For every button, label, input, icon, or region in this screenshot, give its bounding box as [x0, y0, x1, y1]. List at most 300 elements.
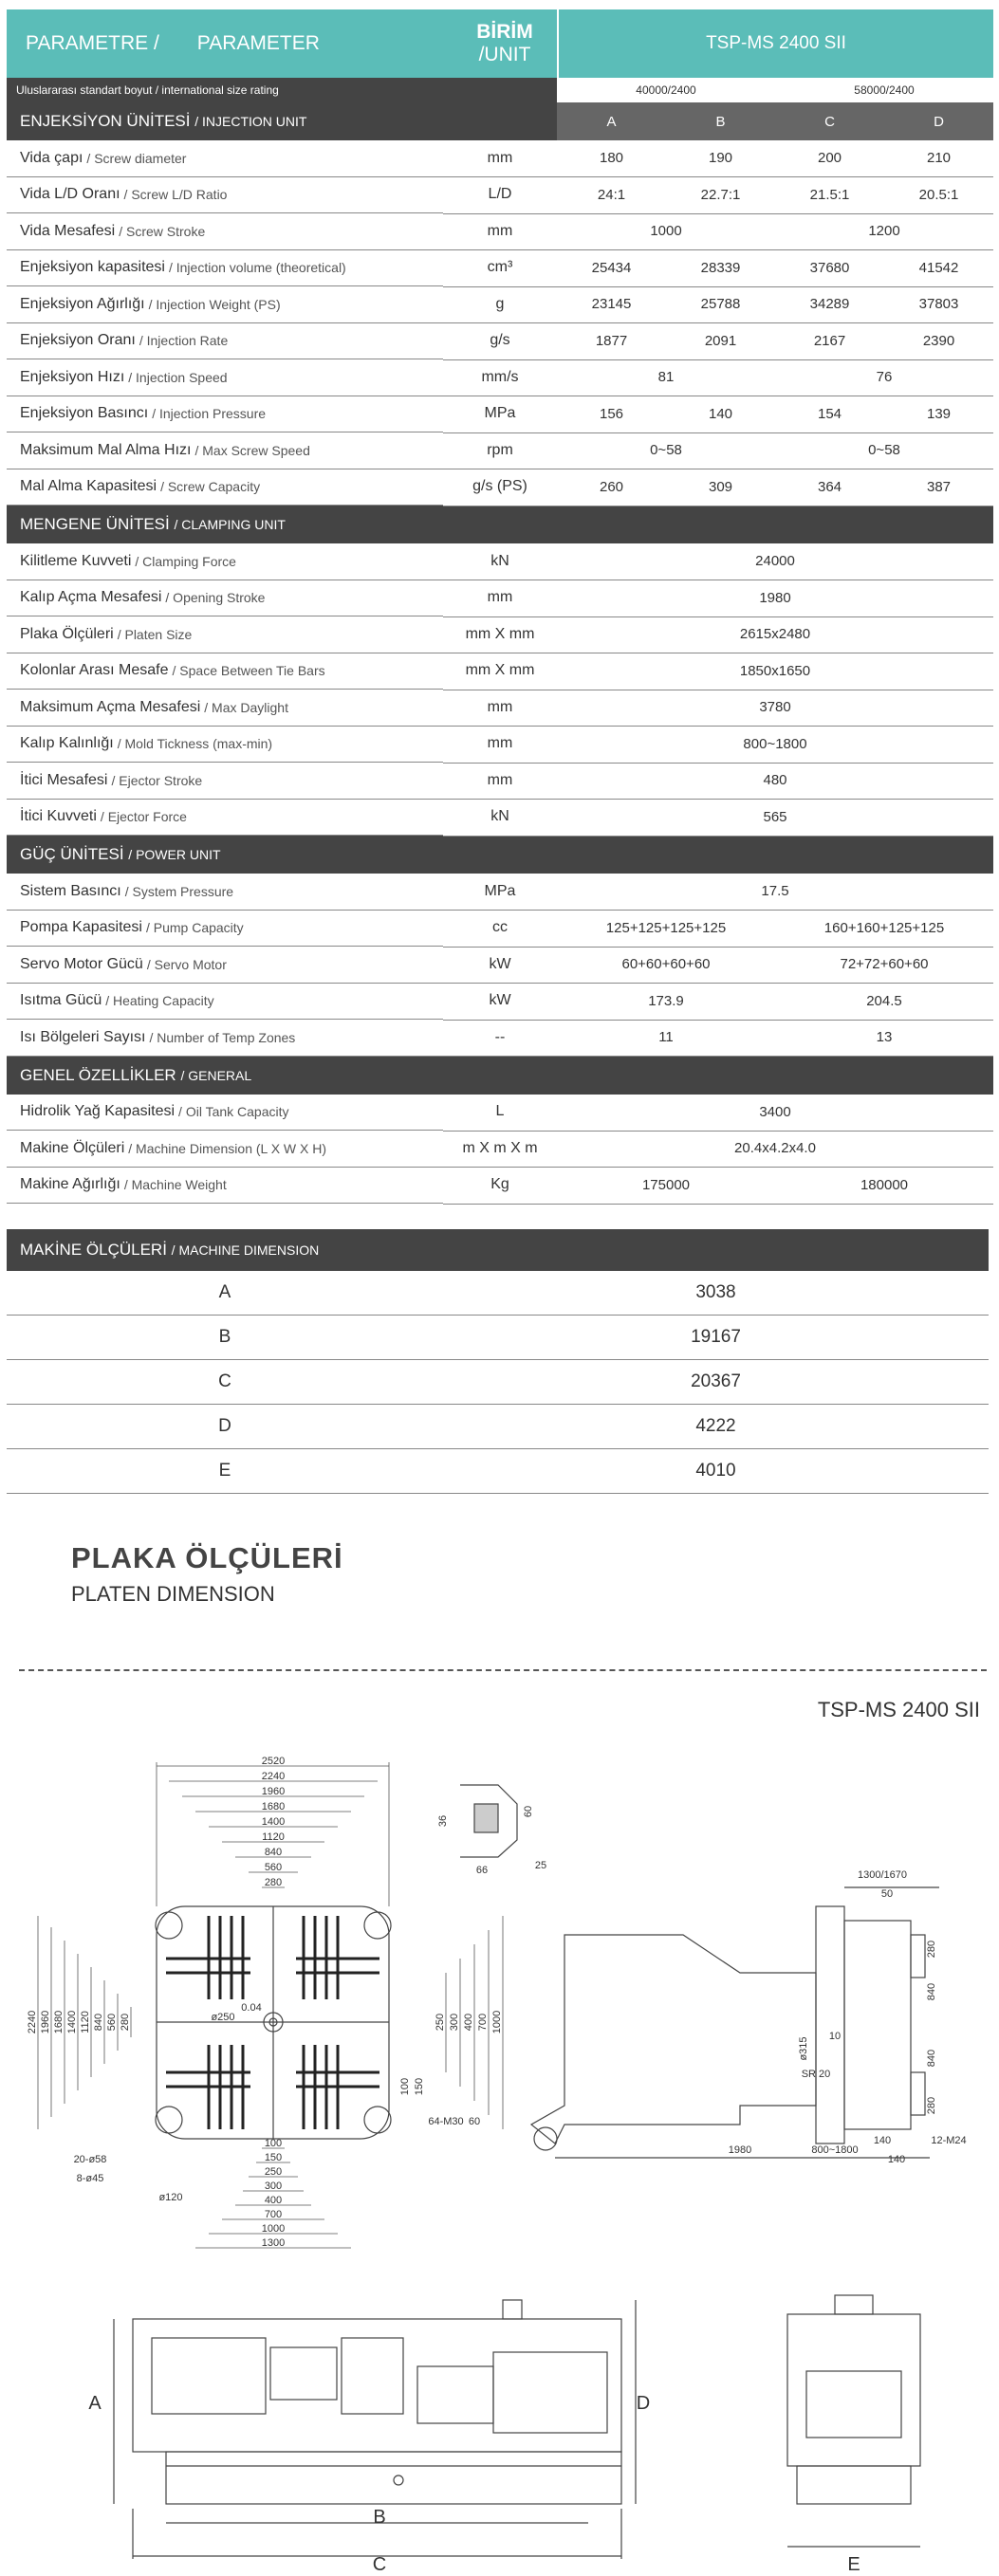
- param-label: [7, 763, 443, 800]
- param-value: 210: [926, 150, 952, 167]
- param-unit: mm X mm: [443, 616, 557, 654]
- dimension-label: 1000: [261, 2223, 286, 2235]
- param-name-en: / Injection Speed: [128, 369, 228, 385]
- param-name-en: / Space Between Tie Bars: [172, 663, 325, 679]
- param-value: 60+60+60+60: [621, 956, 711, 973]
- param-name-en: / Screw diameter: [86, 150, 187, 166]
- power-title-en: / POWER UNIT: [128, 847, 221, 862]
- param-label: [7, 469, 443, 506]
- md-row: [7, 1449, 989, 1494]
- param-name-tr: Makine Ölçüleri: [20, 1139, 125, 1156]
- technical-drawing: [0, 1745, 999, 2576]
- param-values: [557, 543, 993, 581]
- dimension-label: 1680: [261, 1801, 286, 1812]
- dimension-label: 2240: [27, 2010, 38, 2034]
- param-values: [557, 322, 993, 360]
- table-row: [7, 947, 993, 984]
- param-values: [557, 726, 993, 764]
- param-label: [7, 543, 443, 580]
- power-section-header: [7, 836, 993, 874]
- param-name-en: / Screw Stroke: [119, 223, 206, 239]
- dimension-label: 60: [468, 2116, 481, 2127]
- param-value: 140: [708, 405, 733, 422]
- param-name-en: / Machine Weight: [123, 1177, 227, 1193]
- dimension-label: 560: [106, 2013, 118, 2032]
- param-values: [557, 1131, 993, 1168]
- param-name-tr: İtici Kuvveti: [20, 808, 97, 825]
- table-row: [7, 469, 993, 506]
- dimension-label: 1400: [66, 2010, 78, 2034]
- param-label: [7, 984, 443, 1021]
- param-unit: mm: [443, 763, 557, 800]
- param-value: 34289: [809, 296, 850, 313]
- dimension-label: 1300: [261, 2237, 286, 2249]
- param-label-en: PARAMETER: [196, 32, 320, 54]
- rating-label: Uluslararası standart boyut / international size rating: [7, 78, 557, 102]
- param-name-tr: Kolonlar Arası Mesafe: [20, 662, 169, 679]
- param-unit: mm: [443, 213, 557, 251]
- param-name-tr: Makine Ağırlığı: [20, 1176, 120, 1193]
- rating-value-2: 58000/2400: [854, 83, 915, 97]
- param-value: 260: [599, 478, 624, 495]
- spec-table: [7, 9, 993, 1204]
- param-value: 25434: [591, 259, 632, 276]
- param-name-tr: Vida L/D Oranı: [20, 186, 120, 203]
- param-value: 11: [658, 1029, 674, 1046]
- dimension-label: 840: [926, 2049, 937, 2068]
- param-value: 154: [817, 405, 842, 422]
- dimension-label: 2520: [261, 1756, 286, 1767]
- dimension-label: 1980: [728, 2144, 752, 2156]
- param-unit: Kg: [443, 1167, 557, 1205]
- dimension-label: 12-M24: [931, 2135, 967, 2146]
- unit-header: [453, 9, 557, 78]
- param-value: 20.5:1: [918, 186, 959, 203]
- param-values: [557, 580, 993, 617]
- column-header-b: B: [715, 113, 726, 130]
- param-name-tr: Isıtma Gücü: [20, 992, 102, 1009]
- unit-label-en: /UNIT: [478, 44, 531, 65]
- param-value: 25788: [700, 296, 741, 313]
- dimension-label: ø315: [798, 2036, 809, 2061]
- table-row: [7, 690, 993, 727]
- table-row: [7, 874, 993, 911]
- param-values: [557, 176, 993, 214]
- dimension-label: SR 20: [801, 2069, 831, 2080]
- param-name-en: / Servo Motor: [146, 956, 227, 972]
- column-header-c: C: [824, 113, 835, 130]
- dimension-label: 1960: [40, 2010, 51, 2034]
- dimension-label: 700: [264, 2209, 283, 2220]
- param-unit: mm: [443, 140, 557, 178]
- param-unit: kN: [443, 799, 557, 837]
- dimension-label: 280: [926, 2096, 937, 2115]
- param-name-tr: Enjeksiyon Hızı: [20, 368, 125, 385]
- md-row: [7, 1316, 989, 1360]
- param-unit: mm: [443, 690, 557, 727]
- md-key: B: [218, 1327, 231, 1347]
- dimension-label: 280: [120, 2013, 131, 2032]
- param-name-tr: Maksimum Mal Alma Hızı: [20, 441, 192, 458]
- dimension-label: 840: [93, 2013, 104, 2032]
- param-name-en: / Injection volume (theoretical): [168, 260, 346, 276]
- param-name-tr: Sistem Basıncı: [20, 882, 121, 899]
- param-value: 72+72+60+60: [840, 956, 929, 973]
- param-values: [557, 910, 993, 948]
- param-unit: g/s (PS): [443, 469, 557, 506]
- injection-section-header: [7, 102, 993, 140]
- machine-dimension-heading: [7, 1229, 989, 1271]
- param-value: 800~1800: [743, 735, 807, 752]
- param-value: 24000: [755, 553, 795, 570]
- param-value: 81: [657, 369, 675, 386]
- clamping-section-title: [7, 515, 286, 534]
- machine-dim-letter: E: [847, 2554, 860, 2575]
- param-label: [7, 250, 443, 287]
- power-title-tr: GÜÇ ÜNİTESİ: [20, 845, 124, 863]
- param-name-en: / Clamping Force: [135, 553, 236, 569]
- param-value: 24:1: [597, 186, 626, 203]
- param-unit: mm/s: [443, 359, 557, 397]
- table-row: [7, 616, 993, 653]
- md-row: [7, 1405, 989, 1449]
- md-value: 20367: [691, 1371, 741, 1391]
- param-unit: mm X mm: [443, 653, 557, 690]
- md-value: 3038: [695, 1282, 736, 1302]
- param-unit: MPa: [443, 874, 557, 911]
- param-values: [557, 653, 993, 690]
- param-value: 180: [599, 150, 624, 167]
- injection-section-title: [7, 112, 306, 131]
- dashed-divider: [19, 1669, 987, 1671]
- param-unit: MPa: [443, 396, 557, 433]
- dimension-label: 840: [926, 1982, 937, 2001]
- dimension-label: 250: [435, 2013, 446, 2032]
- param-value: 156: [599, 405, 624, 422]
- param-name-en: / Max Screw Speed: [194, 442, 310, 458]
- param-unit: g/s: [443, 322, 557, 360]
- param-value: 0~58: [650, 442, 682, 459]
- slot-detail-section: [474, 1804, 498, 1832]
- param-value: 1000: [650, 223, 682, 240]
- param-label: [7, 177, 443, 214]
- param-name-tr: Kalıp Açma Mesafesi: [20, 589, 162, 606]
- dimension-label: 150: [414, 2077, 425, 2096]
- md-key: D: [218, 1416, 231, 1436]
- dimension-label: 700: [477, 2013, 489, 2032]
- param-label: [7, 653, 443, 690]
- param-unit: kW: [443, 947, 557, 984]
- param-label: [7, 616, 443, 653]
- table-row: [7, 1095, 993, 1132]
- param-value: 139: [926, 405, 952, 422]
- param-values: [557, 947, 993, 984]
- dimension-label: 50: [880, 1888, 894, 1900]
- dimension-label: 140: [887, 2154, 906, 2165]
- dimension-label: 64-M30: [428, 2116, 464, 2127]
- param-values: [557, 1094, 993, 1132]
- table-row: [7, 1020, 993, 1057]
- param-values: [557, 1167, 993, 1205]
- param-value: 37680: [809, 259, 850, 276]
- md-title-en: / MACHINE DIMENSION: [171, 1242, 320, 1258]
- dimension-label: 1300/1670: [858, 1869, 907, 1881]
- param-name-tr: Kalıp Kalınlığı: [20, 735, 114, 752]
- dimension-label: 1120: [262, 1831, 285, 1843]
- param-name-tr: Servo Motor Gücü: [20, 955, 143, 972]
- injection-title-en: / INJECTION UNIT: [194, 114, 307, 129]
- md-value: 4010: [695, 1461, 736, 1481]
- dimension-label: 66: [475, 1865, 489, 1876]
- dimension-label: 100: [399, 2077, 411, 2096]
- param-value: 2167: [813, 332, 846, 349]
- param-label: [7, 1095, 443, 1132]
- param-value: 1980: [759, 589, 791, 606]
- param-values: [557, 213, 993, 251]
- param-value: 20.4x4.2x4.0: [734, 1140, 816, 1157]
- param-name-en: / Injection Weight (PS): [148, 296, 281, 312]
- param-unit: mm: [443, 580, 557, 617]
- tie-bar-hole: [156, 2107, 182, 2133]
- param-values: [557, 763, 993, 800]
- param-name-tr: Enjeksiyon Oranı: [20, 332, 136, 349]
- param-name-tr: Kilitleme Kuvveti: [20, 552, 132, 569]
- dimension-label: 1000: [491, 2010, 503, 2034]
- param-values: [557, 799, 993, 837]
- param-label: [7, 874, 443, 911]
- rating-values: [557, 78, 993, 103]
- param-values: [557, 140, 993, 178]
- param-values: [557, 874, 993, 911]
- param-value: 21.5:1: [809, 186, 850, 203]
- param-name-tr: Enjeksiyon Ağırlığı: [20, 295, 145, 312]
- param-unit: L/D: [443, 176, 557, 214]
- dimension-label: 560: [264, 1862, 283, 1873]
- param-name-tr: Maksimum Açma Mesafesi: [20, 698, 201, 715]
- table-row: [7, 286, 993, 323]
- machine-dim-letter: D: [636, 2393, 651, 2414]
- dimension-label: 20-ø58: [73, 2154, 107, 2165]
- general-title-tr: GENEL ÖZELLİKLER: [20, 1065, 176, 1084]
- param-name-en: / Screw L/D Ratio: [123, 187, 228, 203]
- dimension-label: 10: [828, 2031, 842, 2042]
- table-row: [7, 653, 993, 690]
- param-label: [7, 1131, 443, 1168]
- column-header-a: A: [606, 113, 617, 130]
- power-section-title: [7, 845, 221, 864]
- param-unit: rpm: [443, 432, 557, 470]
- param-name-en: / Injection Pressure: [152, 406, 267, 422]
- param-unit: g: [443, 286, 557, 324]
- md-key: A: [218, 1282, 231, 1302]
- param-value: 41542: [918, 259, 959, 276]
- param-label: [7, 140, 443, 177]
- dimension-label: 840: [264, 1847, 283, 1858]
- table-row: [7, 140, 993, 177]
- param-values: [557, 359, 993, 397]
- param-name-en: / Injection Rate: [139, 333, 229, 349]
- clamping-title-en: / CLAMPING UNIT: [174, 517, 286, 532]
- param-name-en: / Screw Capacity: [160, 479, 261, 495]
- param-value: 1200: [868, 223, 900, 240]
- param-values: [557, 432, 993, 470]
- dimension-label: 150: [264, 2152, 283, 2163]
- md-key: E: [218, 1461, 231, 1481]
- dimension-label: 0.04: [241, 2002, 262, 2014]
- param-name-tr: Enjeksiyon Basıncı: [20, 405, 149, 422]
- param-name-tr: Isı Bölgeleri Sayısı: [20, 1028, 146, 1045]
- dimension-label: 140: [873, 2135, 892, 2146]
- dimension-label: 800~1800: [811, 2144, 859, 2156]
- table-row: [7, 396, 993, 433]
- param-name-tr: Pompa Kapasitesi: [20, 919, 142, 936]
- param-label: [7, 580, 443, 617]
- param-unit: mm: [443, 726, 557, 764]
- md-title-tr: MAKİNE ÖLÇÜLERİ: [20, 1241, 167, 1259]
- param-values: [557, 286, 993, 324]
- param-name-en: / Number of Temp Zones: [149, 1029, 296, 1045]
- param-name-en: / Opening Stroke: [165, 590, 266, 606]
- table-header: [7, 9, 993, 78]
- param-value: 3780: [759, 699, 791, 716]
- platen-title-tr: PLAKA ÖLÇÜLERİ: [71, 1541, 343, 1574]
- param-unit: m X m X m: [443, 1131, 557, 1168]
- dimension-label: 2240: [261, 1771, 286, 1782]
- param-name-tr: Vida Mesafesi: [20, 222, 116, 239]
- param-label-tr: PARAMETRE /: [26, 32, 159, 54]
- param-value: 200: [817, 150, 842, 167]
- dimension-label: ø250: [211, 2012, 235, 2023]
- general-title-en: / GENERAL: [180, 1067, 252, 1083]
- table-row: [7, 1131, 993, 1168]
- dimension-label: 280: [926, 1940, 937, 1959]
- table-row: [7, 580, 993, 617]
- table-row: [7, 984, 993, 1021]
- dimension-label: 300: [449, 2013, 460, 2032]
- table-row: [7, 727, 993, 764]
- param-value: 190: [708, 150, 733, 167]
- param-label: [7, 1020, 443, 1057]
- param-values: [557, 616, 993, 654]
- machine-dim-letter: C: [372, 2554, 387, 2575]
- table-row: [7, 359, 993, 396]
- table-row: [7, 800, 993, 837]
- param-label: [7, 323, 443, 360]
- md-row: [7, 1271, 989, 1316]
- param-label: [7, 1168, 443, 1205]
- dimension-label: 1400: [261, 1816, 286, 1828]
- param-values: [557, 983, 993, 1021]
- param-name-en: / Machine Dimension (L X W X H): [128, 1140, 327, 1156]
- md-row: [7, 1360, 989, 1405]
- param-label: [7, 396, 443, 433]
- dimension-label: 300: [264, 2180, 283, 2192]
- param-value: 13: [876, 1029, 893, 1046]
- param-unit: --: [443, 1020, 557, 1058]
- param-value: 1877: [595, 332, 628, 349]
- param-label: [7, 286, 443, 323]
- param-label: [7, 911, 443, 948]
- dimension-label: 1120: [80, 2011, 91, 2033]
- md-value: 19167: [691, 1327, 741, 1347]
- dimension-label: 280: [264, 1877, 283, 1888]
- param-label: [7, 947, 443, 984]
- param-name-tr: Enjeksiyon kapasitesi: [20, 259, 165, 276]
- dimension-label: 400: [463, 2013, 474, 2032]
- param-value: 364: [817, 478, 842, 495]
- param-value: 2390: [922, 332, 955, 349]
- table-row: [7, 323, 993, 360]
- param-value: 309: [708, 478, 733, 495]
- injection-title-tr: ENJEKSİYON ÜNİTESİ: [20, 112, 191, 130]
- dimension-label: 8-ø45: [76, 2173, 104, 2184]
- param-name-tr: Vida çapı: [20, 149, 83, 166]
- param-label: [7, 800, 443, 837]
- param-value: 480: [763, 772, 787, 789]
- dimension-label: 60: [523, 1805, 534, 1818]
- param-values: [557, 396, 993, 433]
- param-value: 0~58: [868, 442, 900, 459]
- md-rows: [7, 1271, 989, 1494]
- param-unit: cm³: [443, 249, 557, 287]
- param-value: 125+125+125+125: [605, 919, 727, 936]
- dimension-label: 400: [264, 2195, 283, 2206]
- param-name-en: / Max Daylight: [204, 699, 288, 715]
- param-value: 160+160+125+125: [823, 919, 945, 936]
- drawing-model-label: TSP-MS 2400 SII: [817, 1698, 980, 1721]
- param-label: [7, 359, 443, 396]
- unit-label-tr: BİRİM: [476, 21, 533, 43]
- param-value: 387: [926, 478, 952, 495]
- param-name-en: / Platen Size: [117, 626, 193, 642]
- dimension-label: ø120: [158, 2192, 183, 2203]
- param-value: 2091: [704, 332, 737, 349]
- param-label: [7, 213, 443, 250]
- sections: [7, 102, 993, 1204]
- param-name-en: / Oil Tank Capacity: [178, 1104, 289, 1120]
- clamping-title-tr: MENGENE ÜNİTESİ: [20, 515, 170, 533]
- param-name-en: / Pump Capacity: [145, 920, 244, 936]
- param-name-tr: İtici Mesafesi: [20, 771, 108, 788]
- param-value: 37803: [918, 296, 959, 313]
- param-value: 180000: [860, 1176, 909, 1193]
- general-section-title: [7, 1066, 251, 1085]
- md-value: 4222: [695, 1416, 736, 1436]
- param-name-tr: Hidrolik Yağ Kapasitesi: [20, 1103, 176, 1120]
- param-label: [7, 432, 443, 469]
- param-value: 76: [876, 369, 893, 386]
- param-label: [7, 727, 443, 764]
- injection-columns: [557, 102, 993, 140]
- param-unit: kN: [443, 543, 557, 581]
- param-value: 565: [763, 808, 787, 825]
- param-value: 204.5: [866, 992, 902, 1009]
- md-key: C: [218, 1371, 231, 1391]
- table-row: [7, 911, 993, 948]
- clamping-section-header: [7, 506, 993, 543]
- machine-dim-letter: B: [373, 2507, 386, 2528]
- table-row: [7, 1168, 993, 1205]
- dimension-label: 250: [264, 2166, 283, 2178]
- param-value: 2615x2480: [739, 626, 811, 643]
- param-unit: L: [443, 1094, 557, 1132]
- dimension-label: 1960: [261, 1786, 286, 1797]
- param-unit: kW: [443, 983, 557, 1021]
- table-row: [7, 763, 993, 800]
- table-row: [7, 543, 993, 580]
- param-value: 23145: [591, 296, 632, 313]
- param-name-en: / Heating Capacity: [105, 993, 214, 1009]
